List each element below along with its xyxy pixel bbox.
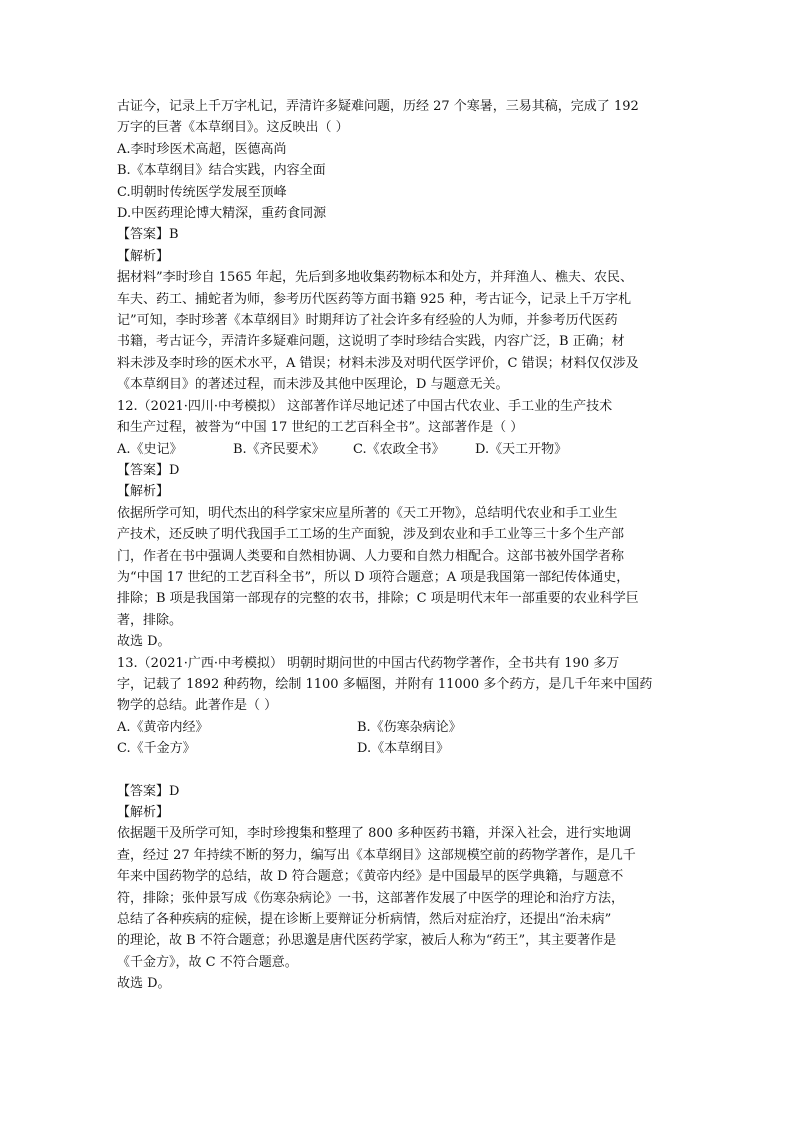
options-row	[117, 717, 687, 738]
option-b: B.《伤寒杂病论》	[357, 719, 462, 735]
analysis-line: 排除；B 项是我国第一部现存的完整的农书，排除；C 项是明代末年一部重要的农业科学巨	[117, 591, 639, 607]
analysis-line: 记”可知，李时珍著《本草纲目》时期拜访了社会许多有经验的人为师，并参考历代医药	[117, 313, 618, 329]
analysis-line: 为“中国 17 世纪的工艺百科全书”，所以 D 项符合题意；A 项是我国第一部纪传体通史，	[117, 569, 630, 585]
question-12	[117, 396, 687, 653]
analysis-line: 车夫、药工、捕蛇者为师，参考历代医药等方面书籍 925 种，考古证今，记录上千万字札	[117, 291, 632, 307]
question-text-line: 13.（2021·广西·中考模拟） 明朝时期问世的中国古代药物学著作，全书共有 190 多万	[117, 655, 620, 671]
option-a: A.李时珍医术高超，医德高尚	[117, 141, 287, 157]
analysis-label: 【解析】	[117, 805, 170, 820]
analysis-line: 著，排除。	[117, 612, 183, 628]
option-d: D.《本草纲目》	[357, 741, 450, 757]
question-11	[117, 96, 687, 396]
question-text-line: 物学的总结。此著作是（ ）	[117, 698, 278, 714]
analysis-line: 料未涉及李时珍的医术水平，A 错误；材料未涉及对明代医学评价，C 错误；材料仅仅涉及	[117, 355, 639, 371]
analysis-line: 的理论，故 B 不符合题意；孙思邈是唐代医药学家，被后人称为“药王”，其主要著作是	[117, 933, 617, 949]
spacer	[117, 760, 687, 781]
options-row	[117, 439, 687, 460]
question-13	[117, 653, 687, 995]
option-c: C.《农政全书》	[353, 441, 445, 457]
analysis-line: 符，排除；张仲景写成《伤寒杂病论》一书，这部著作发展了中医学的理论和治疗方法，	[117, 890, 625, 906]
analysis-line: 依据所学可知，明代杰出的科学家宋应星所著的《天工开物》，总结明代农业和手工业生	[117, 505, 618, 521]
option-b: B.《齐民要术》	[233, 441, 325, 457]
analysis-label: 【解析】	[117, 248, 170, 264]
answer-label: 【答案】D	[117, 783, 180, 799]
analysis-line: 总结了各种疾病的症候，提在诊断上要辩证分析病情，然后对症治疗，还提出“治未病”	[117, 912, 612, 928]
option-a: A.《史记》	[117, 441, 183, 457]
question-text-line: 万字的巨著《本草纲目》。这反映出（ ）	[117, 120, 349, 136]
option-a: A.《黄帝内经》	[117, 719, 209, 735]
option-b: B.《本草纲目》结合实践，内容全面	[117, 163, 326, 179]
question-text-line: 古证今，记录上千万字札记，弄清许多疑难问题，历经 27 个寒暑，三易其稿，完成了 192	[117, 99, 639, 114]
option-c: C.《千金方》	[117, 741, 196, 757]
analysis-line: 据材料”李时珍自 1565 年起，先后到多地收集药物标本和处方，并拜渔人、樵夫、农民、	[117, 270, 633, 286]
option-d: D.中医药理论博大精深，重药食同源	[117, 206, 327, 222]
analysis-line: 产技术，还反映了明代我国手工工场的生产面貌，涉及到农业和手工业等三十多个生产部	[117, 527, 625, 543]
document-page	[117, 96, 687, 995]
analysis-line: 书籍，考古证今，弄清许多疑难问题，这说明了李时珍结合实践，内容广泛，B 正确；材	[117, 334, 625, 350]
option-c: C.明朝时传统医学发展至顶峰	[117, 184, 287, 200]
analysis-label: 【解析】	[117, 484, 170, 500]
analysis-line: 《本草纲目》的著述过程，而未涉及其他中医理论，D 与题意无关。	[117, 377, 509, 393]
answer-label: 【答案】D	[117, 462, 180, 478]
option-d: D.《天工开物》	[475, 441, 568, 457]
conclusion-line: 故选 D。	[117, 634, 171, 650]
analysis-line: 依据题干及所学可知，李时珍搜集和整理了 800 多种医药书籍，并深入社会，进行实地调	[117, 826, 632, 842]
question-text-line: 12.（2021·四川·中考模拟） 这部著作详尽地记述了中国古代农业、手工业的生产技术	[117, 398, 613, 414]
question-text-line: 字，记载了 1892 种药物，绘制 1100 多幅图，并附有 11000 多个药方，是几千年来中国药	[117, 676, 653, 692]
conclusion-line: 故选 D。	[117, 976, 171, 992]
answer-label: 【答案】B	[117, 227, 179, 243]
question-text-line: 和生产过程，被誉为“中国 17 世纪的工艺百科全书”。这部著作是（ ）	[117, 420, 524, 436]
options-row	[117, 738, 687, 759]
analysis-line: 《千金方》，故 C 不符合题意。	[117, 954, 298, 970]
analysis-line: 门，作者在书中强调人类要和自然相协调、人力要和自然力相配合。这部书被外国学者称	[117, 548, 625, 564]
analysis-line: 年来中国药物学的总结，故 D 符合题意；《黄帝内经》是中国最早的医学典籍，与题意不	[117, 869, 624, 885]
analysis-line: 查，经过 27 年持续不断的努力，编写出《本草纲目》这部规模空前的药物学著作，是几千	[117, 847, 636, 863]
